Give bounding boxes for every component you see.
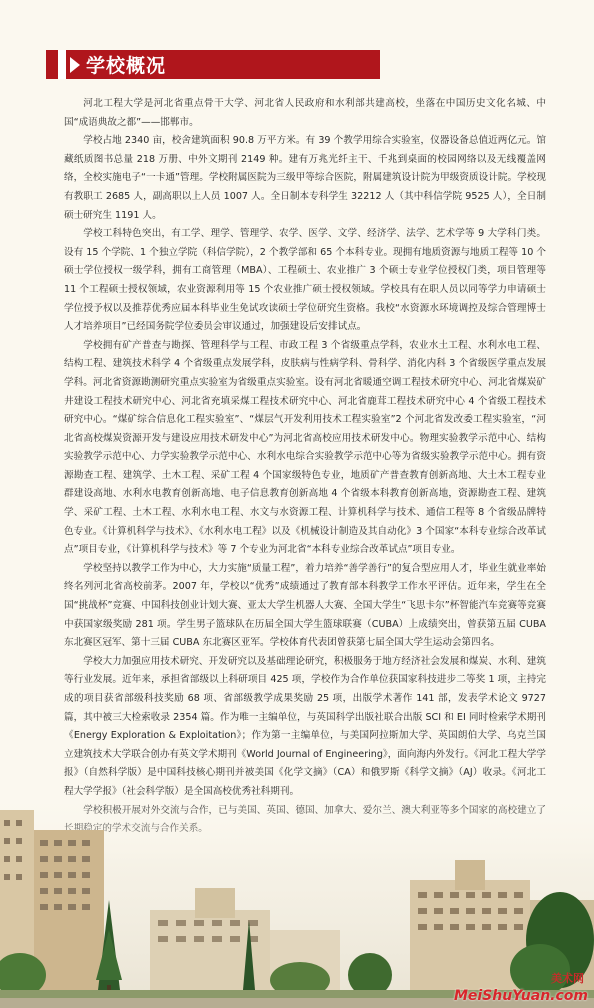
arrow-right-icon — [70, 57, 80, 73]
watermark-cn: 美术网 — [551, 972, 584, 985]
campus-illustration — [0, 790, 594, 1008]
paragraph-teaching: 学校坚持以教学工作为中心，大力实施“质量工程”，着力培养“善学善行”的复合型应用人才，毕业生就业率始终名列河北省高校前茅。2007 年，学校以“优秀”成绩通过了教育部本科教学工作水平评估。近年来，学生在全国“挑战杯”竞赛、中国科技创业计划大赛、亚太大学生机器人大赛、全国大学生“飞思卡尔”杯智能汽车竞赛等竞赛中获国家级奖励 281 项。学生男子篮球队在历届全国大学生篮球联赛（CUBA）上成绩突出，曾获第五届 CUBA 东北赛区冠军、第十三届 CUBA 东北赛区亚军。学校体育代表团曾获第七届全国大学生运动会第四名。 — [64, 562, 546, 649]
paragraph-disciplines: 学校工科特色突出，有工学、理学、管理学、农学、医学、文学、经济学、法学、艺术学等 9 大学科门类。设有 15 个学院、1 个独立学院（科信学院），2 个教学部和 65 个本科专业。现拥有地质资源与地质工程等 10 个硕士学位授权一级学科，拥有工商管理（MBA）、工程硕士、农业推广 3 个硕士专业学位授权门类，项目管理等 11 个工程硕士授权领域，农业资源利用等 15 个农业推广硕士授权领域。学校具有在职人员以同等学力申请硕士学位授予权以及推荐优秀应届本科毕业生免试攻读硕士学位研究生资格。我校“水资源水环境调控及综合管理博士人才培养项目”已经国务院学位委员会审议通过，加强建设后安排试点。 — [64, 228, 546, 333]
paragraph-research: 学校大力加强应用技术研究、开发研究以及基础理论研究，积极服务于地方经济社会发展和煤炭、水利、建筑等行业发展。近年来，承担省部级以上科研项目 425 项，学校作为合作单位获国家科技进步二等奖 1 项，主持完成的项目获省部级科技奖励 68 项、省部级教学成果奖励 25 项，出版学术著作 141 部，发表学术论文 9727 篇，其中被三大检索收录 2354 篇。作为唯一主编单位，与英国科学出版社联合出版 SCI 和 EI 同时检索学术期刊《Energy Exploration & Exploitation》；作为第一主编单位，与美国阿拉斯加大学、英国朗伯大学、乌克兰国立建筑技术大学联合创办有英文学术期刊《World Journal of Engineering》，面向海内外发行。《河北工程大学学报》（自然科学版）是中国科技核心期刊并被美国《化学文摘》（CA）和俄罗斯《科学文摘》（AJ）收录。《河北工 — [64, 655, 546, 779]
watermark-logo: MeiShuYuan.com — [453, 988, 588, 1004]
campus-photo — [0, 790, 594, 1008]
intro-text — [64, 95, 546, 839]
page-title: 学校概况 — [86, 55, 167, 77]
paragraph-location: 河北工程大学是河北省重点骨干大学、河北省人民政府和水利部共建高校，坐落在中国历史文化名城、中国“成语典故之都”——邯郸市。 — [64, 98, 546, 128]
header-accent-bar — [58, 50, 66, 79]
paragraph-facilities: 学校占地 2340 亩，校舍建筑面积 90.8 万平方米。有 39 个教学用综合实验室，仪器设备总值近两亿元。馆藏纸质图书总量 218 万册、中外文期刊 2149 种。建有万兆光纤主干、千兆到桌面的校园网络以及无线覆盖网络，全校实施电子“一卡通”管理。学校附属医院为三级甲等综合医院，附属建筑设计院为甲级资质设计院。学校现有教职工 2685 人，副高职以上人员 1007 人。全日制本专科学生 32212 人（其中科信学院 9525 人），全日制硕士研究生 1191 人。 — [64, 135, 546, 221]
paragraph-key-disciplines: 学校拥有矿产普查与勘探、管理科学与工程、市政工程 3 个省级重点学科，农业水土工程、水利水电工程、结构工程、建筑技术科学 4 个省级重点发展学科，皮肤病与性病学科、骨科学、消化内科 3 个省级医学重点发展学科。河北省资源勘测研究重点实验室为省级重点实验室。设有河北省暖通空调工程技术研究中心、河北省煤炭矿井建设工程技术研究中心、河北省充填采煤工程技术研究中心、河北省鹿茸工程技术研究中心 4 个省级工程技术研究中心。“煤矿综合信息化工程实验室”、“煤层气开发利用技术工程实验室”2 个河北省发改委工程实验室，“河北省高校煤炭资源开发与建设应用技术研发中心”为河北省高校应用技术研发中心。物理实验教学示范中心、结构实验教学示范中心、力学实验教学示范中心、水利水电综合实验教学示范中心等为省级实验教学示范中心。拥有资源勘查工程、建筑学、土木工程、采矿工程 4 个国家级特色专业，地质矿产普查教育创新高地、大土木工程专业群建设高地、水利水电教育创新高地、电子信息教育创新高地 4 个省级本科教育创新高地，资源勘查工程、建筑学、采矿工程、土木工程、水利水电工程、水文与水资源工程、计算机科学与技术、通信工程等 8 个省级品牌特色专业。《计算机科学与技术》、《水利水电工程》以及《机械设计制造及其自动化》3 个国家“本科专业综合改革试点”项目专业，《计算机科学与技术》等 7 个专业为河北省“本科专业综合改革试点”项目专业。 — [64, 339, 546, 556]
section-header — [46, 50, 380, 79]
